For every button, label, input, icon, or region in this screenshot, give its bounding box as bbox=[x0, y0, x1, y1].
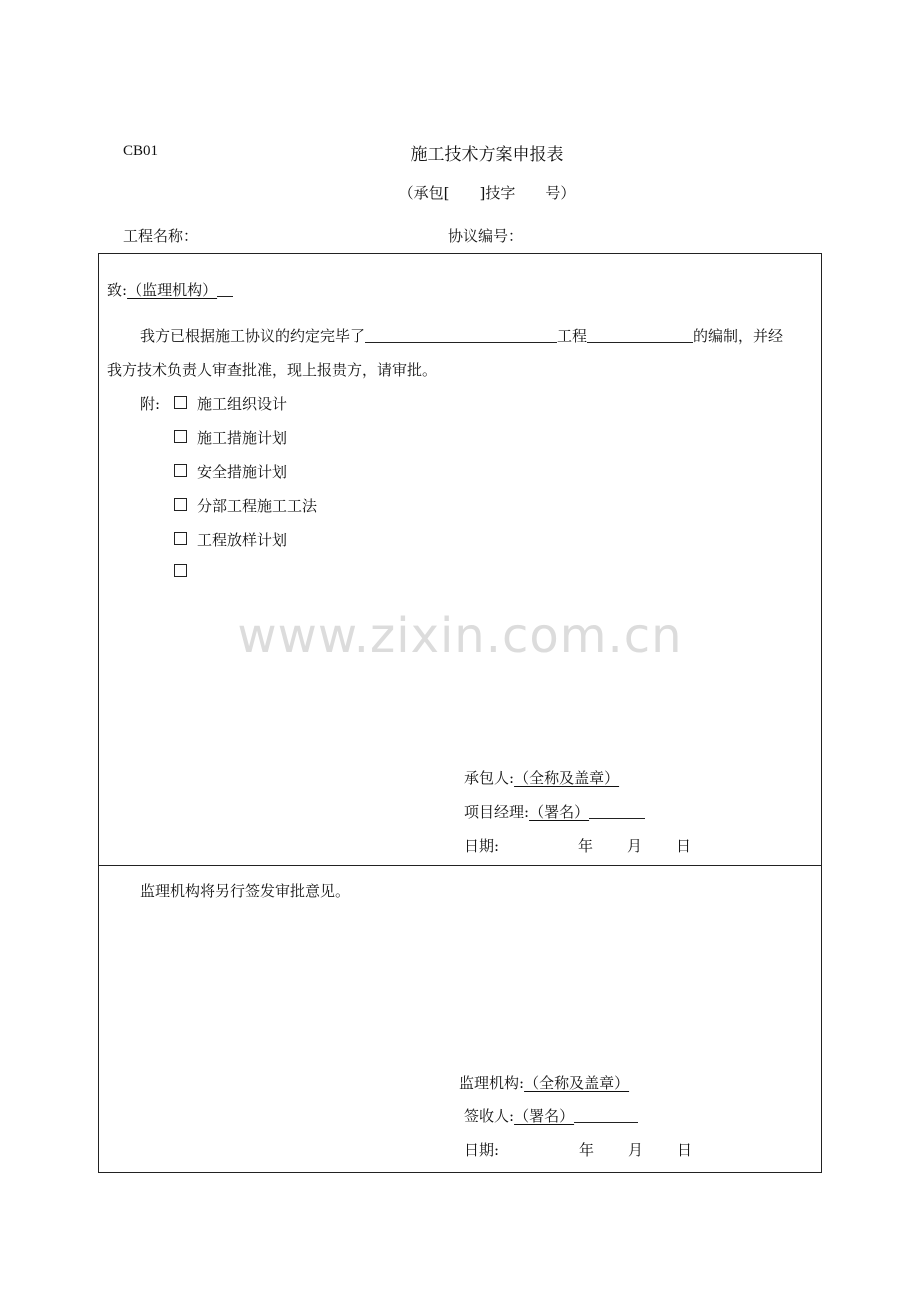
supervisor-statement: 监理机构将另行签发审批意见。 bbox=[140, 882, 351, 900]
completed-item-blank[interactable] bbox=[365, 326, 557, 343]
attachment-label: 施工组织设计 bbox=[197, 395, 288, 413]
supervisor-org-label: 监理机构: bbox=[459, 1074, 525, 1092]
attachment-item[interactable] bbox=[174, 461, 287, 482]
attachment-item[interactable] bbox=[174, 393, 287, 414]
recipient-line bbox=[107, 279, 233, 300]
submission-paragraph-line1 bbox=[140, 325, 783, 346]
attachment-label: 分部工程施工工法 bbox=[197, 497, 318, 515]
para-start: 我方已根据施工协议的约定完毕了 bbox=[140, 327, 366, 345]
supervisor-org-value[interactable]: （全称及盖章） bbox=[524, 1074, 630, 1092]
attachment-label: 施工措施计划 bbox=[197, 429, 288, 447]
date-month-1: 月 bbox=[627, 837, 643, 855]
recipient-label: 致: bbox=[107, 281, 128, 299]
project-name-label: 工程名称： bbox=[123, 227, 199, 245]
receiver-signature-blank[interactable] bbox=[574, 1106, 638, 1123]
project-manager-line bbox=[464, 801, 645, 822]
checkbox-icon[interactable] bbox=[174, 564, 187, 577]
attachment-item[interactable] bbox=[174, 529, 287, 550]
checkbox-icon[interactable] bbox=[174, 532, 187, 545]
checkbox-icon[interactable] bbox=[174, 396, 187, 409]
checkbox-icon[interactable] bbox=[174, 430, 187, 443]
receiver-value[interactable]: （署名） bbox=[514, 1107, 575, 1125]
date-year-2: 年 bbox=[579, 1141, 595, 1159]
pm-label: 项目经理: bbox=[464, 803, 530, 821]
recipient-underline bbox=[217, 280, 233, 297]
checkbox-icon[interactable] bbox=[174, 464, 187, 477]
date-month-2: 月 bbox=[628, 1141, 644, 1159]
date-label-2: 日期: bbox=[464, 1141, 500, 1159]
document-number: （承包[ ]技字 号） bbox=[398, 184, 576, 202]
recipient-value: （监理机构） bbox=[127, 281, 218, 299]
pm-signature-blank[interactable] bbox=[589, 802, 645, 819]
agreement-number-label: 协议编号： bbox=[448, 227, 524, 245]
contractor-line bbox=[464, 767, 619, 788]
contractor-value[interactable]: （全称及盖章） bbox=[514, 769, 620, 787]
attachment-label: 安全措施计划 bbox=[197, 463, 288, 481]
receiver-line bbox=[464, 1105, 638, 1126]
form-title: 施工技术方案申报表 bbox=[410, 145, 564, 165]
para-mid: 工程 bbox=[557, 327, 588, 345]
para-end: 的编制，并经 bbox=[693, 327, 784, 345]
checkbox-icon[interactable] bbox=[174, 498, 187, 511]
attachment-item[interactable] bbox=[174, 563, 197, 581]
contractor-label: 承包人: bbox=[464, 769, 515, 787]
date-year-1: 年 bbox=[578, 837, 594, 855]
attachment-label: 工程放样计划 bbox=[197, 531, 288, 549]
form-code: CB01 bbox=[123, 143, 159, 159]
date-label-1: 日期: bbox=[464, 837, 500, 855]
attachment-item[interactable] bbox=[174, 427, 287, 448]
form-frame bbox=[98, 253, 822, 1173]
attachments-label: 附: bbox=[140, 395, 161, 413]
pm-value[interactable]: （署名） bbox=[529, 803, 590, 821]
watermark: www.zixin.com.cn bbox=[237, 608, 683, 664]
date-day-1: 日 bbox=[676, 837, 692, 855]
project-part-blank[interactable] bbox=[587, 326, 693, 343]
attachment-item[interactable] bbox=[174, 495, 317, 516]
supervisor-org-line bbox=[459, 1072, 629, 1093]
receiver-label: 签收人: bbox=[464, 1107, 515, 1125]
submission-paragraph-line2: 我方技术负责人审查批准，现上报贵方，请审批。 bbox=[107, 361, 438, 379]
section-divider bbox=[98, 865, 821, 866]
date-day-2: 日 bbox=[677, 1141, 693, 1159]
